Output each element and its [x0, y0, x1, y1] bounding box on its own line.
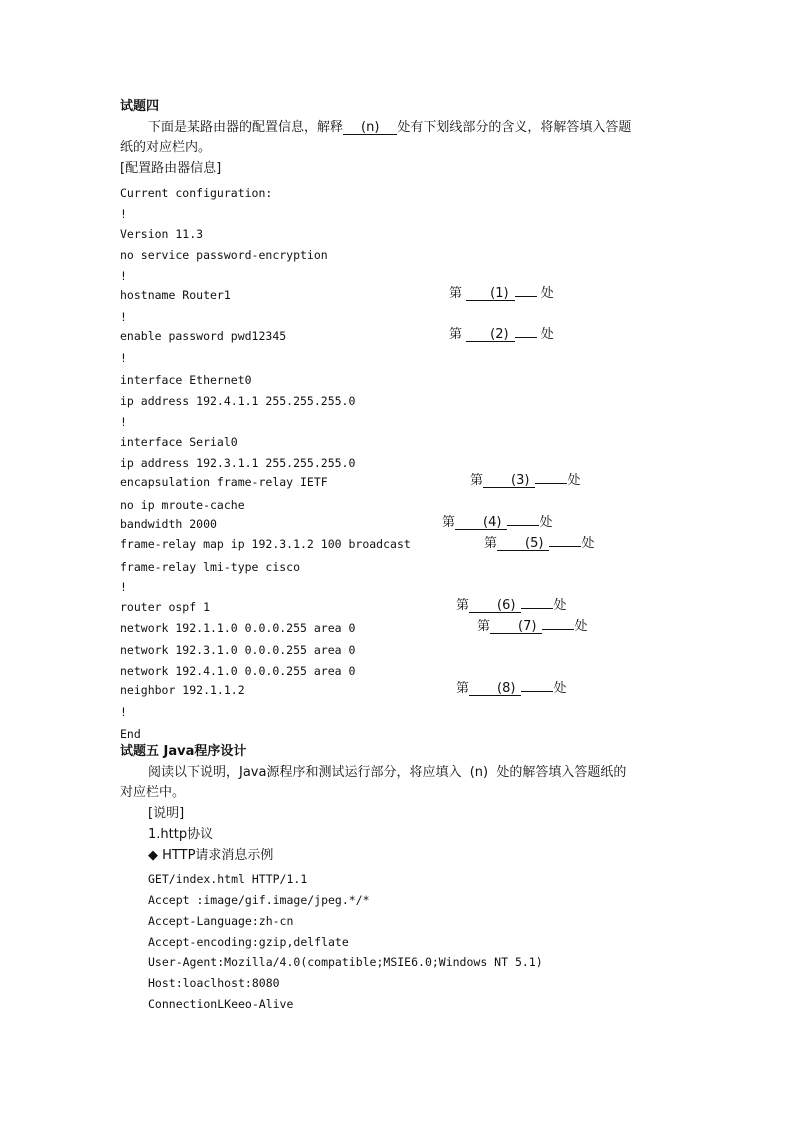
request-line: User-Agent:Mozilla/4.0(compatible;MSIE6.0;Windows NT 5.1) — [148, 955, 543, 969]
marker-suffix: 处 — [553, 681, 567, 696]
config-line: interface Ethernet0 — [120, 373, 252, 387]
marker-prefix: 第 — [477, 619, 491, 634]
marker-prefix: 第 — [442, 515, 456, 530]
marker-suffix: 处 — [540, 327, 554, 342]
config-line: Version 11.3 — [120, 227, 204, 241]
config-line: ! — [120, 705, 127, 719]
config-line: encapsulation frame-relay IETF — [120, 475, 328, 489]
answer-marker-8 — [456, 681, 566, 697]
marker-prefix: 第 — [456, 681, 470, 696]
config-line: ! — [120, 351, 127, 365]
marker-blank: (5) — [497, 537, 549, 551]
answer-marker-5 — [484, 536, 594, 552]
marker-blank: (3) — [483, 474, 535, 488]
request-line: Host:loaclhost:8080 — [148, 976, 280, 990]
config-line: hostname Router1 — [120, 288, 231, 302]
bullet-text: HTTP请求消息示例 — [162, 848, 274, 863]
marker-blank: (8) — [469, 682, 521, 696]
request-line: Accept-Language:zh-cn — [148, 914, 294, 928]
config-line: ! — [120, 310, 127, 324]
section4-intro-line1 — [148, 120, 631, 136]
config-line: network 192.4.1.0 0.0.0.255 area 0 — [120, 664, 356, 678]
answer-marker-4 — [442, 515, 552, 531]
section4-intro-line2: 纸的对应栏内。 — [120, 140, 212, 155]
marker-blank: (6) — [469, 599, 521, 613]
marker-prefix: 第 — [449, 327, 463, 342]
section4-title: 试题四 — [120, 99, 160, 114]
request-line: Accept :image/gif.image/jpeg.*/* — [148, 893, 370, 907]
answer-marker-6 — [456, 598, 566, 614]
config-line: router ospf 1 — [120, 600, 211, 614]
config-line: ! — [120, 269, 127, 283]
marker-suffix: 处 — [539, 515, 553, 530]
config-line: interface Serial0 — [120, 435, 238, 449]
answer-marker-3 — [470, 473, 580, 489]
request-line: ConnectionLKeeo-Alive — [148, 997, 294, 1011]
config-line: ! — [120, 207, 127, 221]
config-line: network 192.1.1.0 0.0.0.255 area 0 — [120, 621, 356, 635]
answer-marker-1 — [449, 286, 554, 302]
intro-text-b: 处有下划线部分的含义，将解答填入答题 — [397, 120, 632, 135]
marker-prefix: 第 — [470, 473, 484, 488]
marker-suffix: 处 — [540, 286, 554, 301]
marker-blank: (4) — [455, 516, 507, 530]
marker-blank: (1) — [466, 287, 514, 301]
intro-blank: (n) — [343, 121, 397, 135]
config-line: no ip mroute-cache — [120, 498, 245, 512]
config-line: ip address 192.4.1.1 255.255.255.0 — [120, 394, 356, 408]
answer-marker-2 — [449, 327, 554, 343]
config-line: ip address 192.3.1.1 255.255.255.0 — [120, 456, 356, 470]
marker-suffix: 处 — [567, 473, 581, 488]
config-line: enable password pwd12345 — [120, 329, 287, 343]
request-line: Accept-encoding:gzip,delflate — [148, 935, 349, 949]
marker-prefix: 第 — [449, 286, 463, 301]
intro-text-a: 下面是某路由器的配置信息，解释 — [148, 120, 344, 135]
config-line: ! — [120, 580, 127, 594]
marker-prefix: 第 — [484, 536, 498, 551]
section5-intro-line1: 阅读以下说明，Java源程序和测试运行部分，将应填入 (n) 处的解答填入答题纸的 — [148, 765, 627, 780]
config-line: bandwidth 2000 — [120, 517, 217, 531]
marker-blank: (7) — [490, 620, 542, 634]
config-line: ! — [120, 415, 127, 429]
request-line: GET/index.html HTTP/1.1 — [148, 872, 308, 886]
config-line: End — [120, 727, 141, 741]
config-info-heading: [配置路由器信息] — [120, 161, 222, 176]
config-line: frame-relay map ip 192.3.1.2 100 broadcast — [120, 537, 411, 551]
config-line: network 192.3.1.0 0.0.0.255 area 0 — [120, 643, 356, 657]
bullet-item — [148, 848, 273, 864]
marker-suffix: 处 — [553, 598, 567, 613]
config-line: Current configuration: — [120, 186, 273, 200]
config-line: frame-relay lmi-type cisco — [120, 560, 301, 574]
marker-suffix: 处 — [574, 619, 588, 634]
explain-heading: [说明] — [148, 806, 185, 821]
section5-intro-line2: 对应栏中。 — [120, 785, 186, 800]
answer-marker-7 — [477, 619, 587, 635]
marker-blank: (2) — [466, 328, 514, 342]
diamond-bullet-icon: ◆ — [148, 848, 158, 863]
item-http-protocol: 1.http协议 — [148, 827, 214, 842]
section5-title: 试题五 Java程序设计 — [120, 744, 247, 759]
config-line: no service password-encryption — [120, 248, 328, 262]
marker-suffix: 处 — [581, 536, 595, 551]
config-line: neighbor 192.1.1.2 — [120, 683, 245, 697]
marker-prefix: 第 — [456, 598, 470, 613]
